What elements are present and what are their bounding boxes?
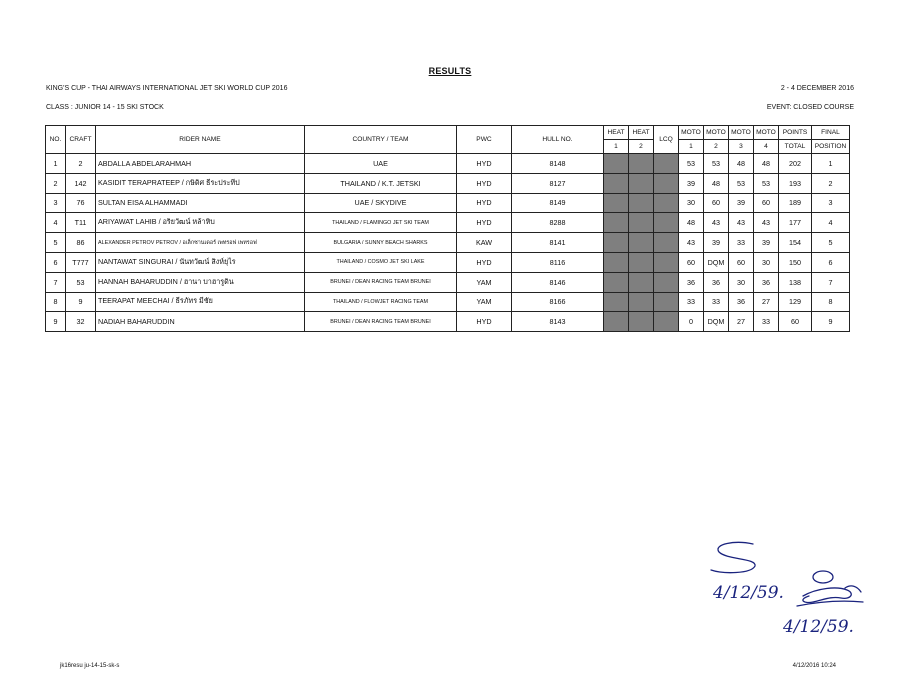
cell-no: 5 [46, 233, 66, 253]
results-body [46, 154, 850, 332]
cell-craft: 9 [66, 292, 96, 312]
cell-moto-2: 33 [704, 292, 729, 312]
subheader-moto-3: 3 [729, 140, 754, 154]
cell-moto-3: 33 [729, 233, 754, 253]
header-moto-4: MOTO [754, 126, 779, 140]
cell-points-total: 189 [779, 193, 812, 213]
subheader-total: TOTAL [779, 140, 812, 154]
cell-craft: 142 [66, 173, 96, 193]
subheader-moto-2: 2 [704, 140, 729, 154]
cell-final-position: 6 [812, 252, 850, 272]
subheader-heat-2: 2 [629, 140, 654, 154]
cell-moto-2: DQM [704, 252, 729, 272]
cell-points-total: 193 [779, 173, 812, 193]
cell-moto-2: 48 [704, 173, 729, 193]
cell-moto-4: 39 [754, 233, 779, 253]
cell-lcq [654, 252, 679, 272]
cell-moto-1: 53 [679, 154, 704, 174]
cell-heat-2 [629, 292, 654, 312]
cell-hull-no: 8143 [512, 312, 604, 332]
table-row [46, 173, 850, 193]
subheader-position: POSITION [812, 140, 850, 154]
signature-date-1: 4/12/59. [713, 583, 784, 603]
cell-moto-1: 30 [679, 193, 704, 213]
cell-craft: 76 [66, 193, 96, 213]
signature-date-2: 4/12/59. [783, 617, 854, 637]
class-label: CLASS : JUNIOR 14 - 15 SKI STOCK [46, 104, 164, 111]
header-final: FINAL [812, 126, 850, 140]
cell-pwc: HYD [457, 252, 512, 272]
cell-moto-4: 33 [754, 312, 779, 332]
header-country-team: COUNTRY / TEAM [305, 126, 457, 154]
cell-heat-1 [604, 173, 629, 193]
cell-rider-name: TEERAPAT MEECHAI / ธีรภัทร มีชัย [96, 292, 305, 312]
table-row [46, 292, 850, 312]
cell-final-position: 8 [812, 292, 850, 312]
cell-heat-1 [604, 252, 629, 272]
cell-final-position: 4 [812, 213, 850, 233]
cell-no: 2 [46, 173, 66, 193]
cell-moto-4: 36 [754, 272, 779, 292]
cell-country-team: THAILAND / FLOWJET RACING TEAM [305, 292, 457, 312]
subheader-moto-1: 1 [679, 140, 704, 154]
table-row [46, 252, 850, 272]
cell-no: 8 [46, 292, 66, 312]
cell-lcq [654, 193, 679, 213]
header-moto-1: MOTO [679, 126, 704, 140]
cell-moto-4: 53 [754, 173, 779, 193]
cell-moto-2: 36 [704, 272, 729, 292]
header-rider-name: RIDER NAME [96, 126, 305, 154]
cell-points-total: 150 [779, 252, 812, 272]
cell-no: 9 [46, 312, 66, 332]
cell-lcq [654, 292, 679, 312]
cell-moto-4: 60 [754, 193, 779, 213]
results-table [45, 125, 850, 332]
table-row [46, 272, 850, 292]
cell-heat-2 [629, 193, 654, 213]
cell-heat-1 [604, 292, 629, 312]
cell-moto-1: 43 [679, 233, 704, 253]
cell-heat-2 [629, 272, 654, 292]
cell-heat-1 [604, 193, 629, 213]
cell-final-position: 7 [812, 272, 850, 292]
cell-lcq [654, 213, 679, 233]
cell-moto-4: 30 [754, 252, 779, 272]
cell-points-total: 138 [779, 272, 812, 292]
header-points: POINTS [779, 126, 812, 140]
cell-moto-3: 30 [729, 272, 754, 292]
header-hull-no: HULL NO. [512, 126, 604, 154]
cell-lcq [654, 173, 679, 193]
event-dates: 2 - 4 DECEMBER 2016 [780, 85, 854, 92]
cell-final-position: 3 [812, 193, 850, 213]
cell-craft: 2 [66, 154, 96, 174]
cell-no: 7 [46, 272, 66, 292]
cell-heat-1 [604, 154, 629, 174]
cell-moto-3: 27 [729, 312, 754, 332]
event-type: EVENT: CLOSED COURSE [766, 104, 854, 111]
cell-rider-name: ABDALLA ABDELARAHMAH [96, 154, 305, 174]
cell-heat-2 [629, 173, 654, 193]
cell-heat-1 [604, 272, 629, 292]
cell-lcq [654, 272, 679, 292]
cell-heat-2 [629, 252, 654, 272]
cell-moto-1: 48 [679, 213, 704, 233]
cell-moto-3: 36 [729, 292, 754, 312]
table-row [46, 154, 850, 174]
cell-pwc: HYD [457, 154, 512, 174]
footer-file-code: jk16resu ju-14-15-sk-s [60, 663, 120, 669]
cell-pwc: YAM [457, 292, 512, 312]
footer-timestamp: 4/12/2016 10:24 [792, 663, 836, 669]
cell-country-team: UAE / SKYDIVE [305, 193, 457, 213]
cell-moto-4: 43 [754, 213, 779, 233]
cell-pwc: YAM [457, 272, 512, 292]
cell-rider-name: KASIDIT TERAPRATEEP / กษิดิศ ธีระประทีป [96, 173, 305, 193]
cell-moto-2: 43 [704, 213, 729, 233]
document-title: RESULTS [428, 66, 472, 76]
cell-heat-2 [629, 233, 654, 253]
cell-hull-no: 8127 [512, 173, 604, 193]
cell-hull-no: 8149 [512, 193, 604, 213]
official-signatures [705, 540, 875, 640]
table-row [46, 193, 850, 213]
cell-heat-2 [629, 312, 654, 332]
cell-lcq [654, 312, 679, 332]
cell-pwc: HYD [457, 173, 512, 193]
cell-moto-3: 43 [729, 213, 754, 233]
cell-heat-1 [604, 312, 629, 332]
cell-country-team: BRUNEI / DEAN RACING TEAM BRUNEI [305, 272, 457, 292]
cell-hull-no: 8166 [512, 292, 604, 312]
cell-craft: 32 [66, 312, 96, 332]
cell-country-team: THAILAND / FLAMINGO JET SKI TEAM [305, 213, 457, 233]
header-heat-2: HEAT [629, 126, 654, 140]
cell-rider-name: ALEXANDER PETROV PETROV / อเล็กซานเดอร์ เพทรอฟ เพทรอฟ [96, 233, 305, 253]
cell-rider-name: NANTAWAT SINGURAI / นันทวัฒน์ สิงห์ยุไร [96, 252, 305, 272]
cell-country-team: BULGARIA / SUNNY BEACH SHARKS [305, 233, 457, 253]
header-no: NO. [46, 126, 66, 154]
cell-craft: T11 [66, 213, 96, 233]
header-craft: CRAFT [66, 126, 96, 154]
cell-moto-4: 48 [754, 154, 779, 174]
cell-rider-name: HANNAH BAHARUDDIN / ฮานา บาฮารูดิน [96, 272, 305, 292]
header-lcq: LCQ [654, 126, 679, 154]
cell-moto-3: 39 [729, 193, 754, 213]
cell-rider-name: NADIAH BAHARUDDIN [96, 312, 305, 332]
cell-country-team: THAILAND / COSMO JET SKI LAKE [305, 252, 457, 272]
cell-moto-2: 60 [704, 193, 729, 213]
cell-pwc: HYD [457, 312, 512, 332]
subheader-moto-4: 4 [754, 140, 779, 154]
cell-no: 6 [46, 252, 66, 272]
cell-final-position: 5 [812, 233, 850, 253]
cell-moto-2: 53 [704, 154, 729, 174]
signature-right-mark [797, 571, 863, 606]
cell-moto-1: 0 [679, 312, 704, 332]
cell-moto-2: DQM [704, 312, 729, 332]
cell-points-total: 202 [779, 154, 812, 174]
cell-craft: 53 [66, 272, 96, 292]
cell-points-total: 177 [779, 213, 812, 233]
signature-left-mark [711, 542, 755, 572]
cell-moto-1: 39 [679, 173, 704, 193]
cell-craft: 86 [66, 233, 96, 253]
cell-points-total: 154 [779, 233, 812, 253]
cell-moto-1: 33 [679, 292, 704, 312]
cell-no: 3 [46, 193, 66, 213]
table-row [46, 312, 850, 332]
cell-pwc: HYD [457, 213, 512, 233]
cell-points-total: 129 [779, 292, 812, 312]
cell-final-position: 1 [812, 154, 850, 174]
cell-heat-1 [604, 233, 629, 253]
cell-moto-1: 60 [679, 252, 704, 272]
cell-moto-2: 39 [704, 233, 729, 253]
cell-heat-2 [629, 213, 654, 233]
cell-lcq [654, 233, 679, 253]
cell-country-team: THAILAND / K.T. JETSKI [305, 173, 457, 193]
cell-pwc: HYD [457, 193, 512, 213]
cell-moto-4: 27 [754, 292, 779, 312]
cell-moto-3: 53 [729, 173, 754, 193]
header-moto-3: MOTO [729, 126, 754, 140]
cell-no: 1 [46, 154, 66, 174]
subheader-heat-1: 1 [604, 140, 629, 154]
cell-rider-name: SULTAN EISA ALHAMMADI [96, 193, 305, 213]
cell-final-position: 9 [812, 312, 850, 332]
header-heat-1: HEAT [604, 126, 629, 140]
cell-country-team: UAE [305, 154, 457, 174]
cell-hull-no: 8148 [512, 154, 604, 174]
event-name: KING'S CUP - THAI AIRWAYS INTERNATIONAL JET SKI WORLD CUP 2016 [46, 85, 288, 92]
header-pwc: PWC [457, 126, 512, 154]
cell-hull-no: 8146 [512, 272, 604, 292]
table-row [46, 213, 850, 233]
cell-rider-name: ARIYAWAT LAHIB / อริยวัฒน์ หล้าหิบ [96, 213, 305, 233]
cell-moto-3: 60 [729, 252, 754, 272]
cell-hull-no: 8141 [512, 233, 604, 253]
cell-moto-1: 36 [679, 272, 704, 292]
cell-hull-no: 8288 [512, 213, 604, 233]
cell-final-position: 2 [812, 173, 850, 193]
cell-country-team: BRUNEI / DEAN RACING TEAM BRUNEI [305, 312, 457, 332]
cell-heat-1 [604, 213, 629, 233]
cell-points-total: 60 [779, 312, 812, 332]
cell-moto-3: 48 [729, 154, 754, 174]
table-row [46, 233, 850, 253]
cell-hull-no: 8116 [512, 252, 604, 272]
cell-lcq [654, 154, 679, 174]
cell-craft: T777 [66, 252, 96, 272]
cell-no: 4 [46, 213, 66, 233]
header-moto-2: MOTO [704, 126, 729, 140]
cell-heat-2 [629, 154, 654, 174]
cell-pwc: KAW [457, 233, 512, 253]
